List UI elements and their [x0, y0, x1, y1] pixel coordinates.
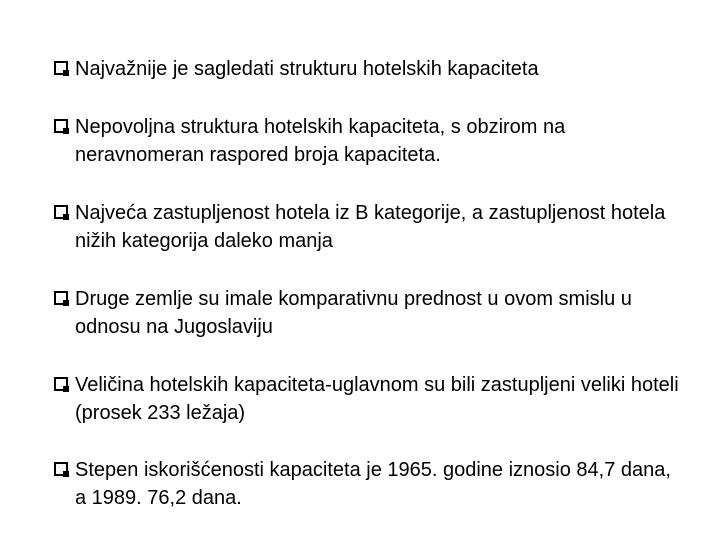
checkbox-square-icon — [54, 462, 68, 476]
checkbox-square-icon — [54, 377, 68, 391]
checkbox-square-icon — [54, 119, 68, 133]
bullet-text: Nepovoljna struktura hotelskih kapaciteta, s obzirom na neravnomeran raspored broja kapaciteta. — [75, 116, 566, 166]
checkbox-square-icon — [54, 291, 68, 305]
bullet-item — [54, 199, 684, 255]
bullet-item — [54, 55, 684, 83]
bullet-item — [54, 285, 684, 341]
bullet-text: Veličina hotelskih kapaciteta-uglavnom su bili zastupljeni veliki hoteli (prosek 233 ležaja) — [75, 374, 679, 424]
bullet-item — [54, 456, 684, 512]
checkbox-square-icon — [54, 205, 68, 219]
bullet-item — [54, 371, 684, 427]
bullet-item — [54, 113, 684, 169]
bullet-text: Najveća zastupljenost hotela iz B kategorije, a zastupljenost hotela nižih kategorija daleko manja — [75, 202, 666, 252]
bullet-text: Najvažnije je sagledati strukturu hotelskih kapaciteta — [75, 58, 539, 80]
bullet-text: Stepen iskorišćenosti kapaciteta je 1965. godine iznosio 84,7 dana, a 1989. 76,2 dana. — [75, 459, 671, 509]
checkbox-square-icon — [54, 61, 68, 75]
bullet-text: Druge zemlje su imale komparativnu prednost u ovom smislu u odnosu na Jugoslaviju — [75, 288, 632, 338]
